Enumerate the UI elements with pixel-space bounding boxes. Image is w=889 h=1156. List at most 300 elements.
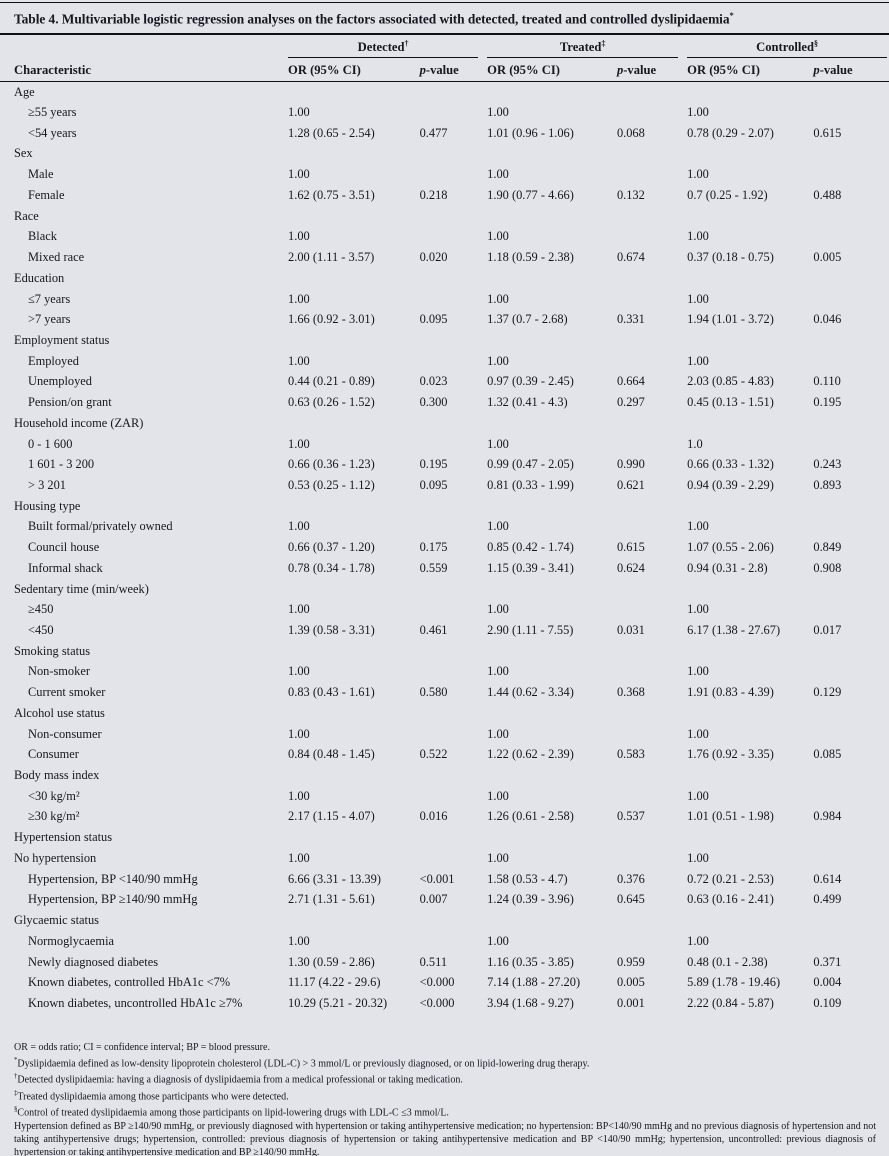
p-value bbox=[813, 496, 889, 517]
p-value bbox=[813, 662, 889, 683]
or-ci-value bbox=[487, 765, 617, 786]
p-value bbox=[813, 641, 889, 662]
footnote-line: ‡Treated dyslipidaemia among those participants who were detected. bbox=[14, 1089, 289, 1103]
or-ci-value bbox=[687, 144, 813, 165]
or-ci-value: 0.63 (0.26 - 1.52) bbox=[288, 395, 375, 410]
p-value bbox=[617, 848, 687, 869]
p-value bbox=[420, 848, 488, 869]
row-label: ≥55 years bbox=[28, 105, 77, 120]
p-value bbox=[617, 724, 687, 745]
p-value: 0.674 bbox=[616, 250, 645, 265]
table-row bbox=[0, 164, 889, 185]
or-ci-header-detected: OR (95% CI) bbox=[288, 58, 420, 81]
p-value: 0.001 bbox=[616, 995, 645, 1010]
p-value bbox=[813, 599, 889, 620]
group-header-treated bbox=[487, 35, 687, 58]
p-value: 0.195 bbox=[419, 457, 448, 472]
or-ci-value: 1.00 bbox=[487, 291, 509, 306]
group-label: Sex bbox=[14, 146, 33, 161]
or-ci-value bbox=[288, 703, 420, 724]
p-value bbox=[420, 827, 488, 848]
group-label: Body mass index bbox=[14, 768, 100, 783]
p-value bbox=[813, 703, 889, 724]
or-ci-value: 1.00 bbox=[687, 850, 709, 865]
row-label: Newly diagnosed diabetes bbox=[28, 954, 159, 969]
or-ci-value: 0.78 (0.29 - 2.07) bbox=[687, 125, 774, 140]
p-value: <0.000 bbox=[419, 975, 455, 990]
row-label: Current smoker bbox=[28, 685, 106, 700]
or-ci-value: 1.00 bbox=[288, 664, 310, 679]
or-ci-value: 5.89 (1.78 - 19.46) bbox=[687, 975, 781, 990]
row-label: Unemployed bbox=[28, 374, 93, 389]
group-row bbox=[0, 144, 889, 165]
or-ci-value: 1.00 bbox=[288, 291, 310, 306]
row-label: Male bbox=[28, 167, 54, 182]
group-row bbox=[0, 910, 889, 931]
or-ci-value: 1.00 bbox=[288, 105, 310, 120]
or-ci-value bbox=[687, 641, 813, 662]
or-ci-value bbox=[687, 910, 813, 931]
p-value bbox=[813, 413, 889, 434]
or-ci-value: 1.00 bbox=[687, 602, 709, 617]
p-value: 0.368 bbox=[616, 685, 645, 700]
p-value bbox=[813, 268, 889, 289]
or-ci-value: 1.00 bbox=[487, 664, 509, 679]
footnote-marker: ‡ bbox=[14, 1089, 18, 1097]
p-value: 0.068 bbox=[616, 125, 645, 140]
p-value: 0.110 bbox=[813, 374, 841, 389]
p-value: 0.300 bbox=[419, 395, 448, 410]
p-value: 0.893 bbox=[813, 477, 842, 492]
group-sup-controlled: § bbox=[814, 39, 818, 49]
p-value: 0.085 bbox=[813, 747, 842, 762]
or-ci-value: 0.45 (0.13 - 1.51) bbox=[687, 395, 774, 410]
or-ci-value bbox=[487, 206, 617, 227]
p-value: 0.461 bbox=[419, 623, 448, 638]
group-label: Race bbox=[14, 208, 39, 223]
table-title-footnote-marker: * bbox=[729, 10, 734, 20]
or-ci-value: 1.16 (0.35 - 3.85) bbox=[487, 954, 574, 969]
or-ci-value: 1.94 (1.01 - 3.72) bbox=[687, 312, 774, 327]
or-ci-value: 0.85 (0.42 - 1.74) bbox=[487, 540, 574, 555]
row-label: ≥450 bbox=[28, 602, 54, 617]
or-ci-value: 0.63 (0.16 - 2.41) bbox=[687, 892, 774, 907]
group-row bbox=[0, 765, 889, 786]
table-row bbox=[0, 952, 889, 973]
group-row bbox=[0, 641, 889, 662]
p-value bbox=[617, 579, 687, 600]
or-ci-value: 1.00 bbox=[487, 519, 509, 534]
or-ci-value: 1.00 bbox=[487, 167, 509, 182]
or-ci-value: 7.14 (1.88 - 27.20) bbox=[487, 975, 581, 990]
p-value: 0.621 bbox=[616, 477, 645, 492]
group-label: Sedentary time (min/week) bbox=[14, 581, 149, 596]
or-ci-value bbox=[487, 579, 617, 600]
p-value bbox=[617, 931, 687, 952]
or-ci-value: 0.7 (0.25 - 1.92) bbox=[687, 187, 768, 202]
row-label: Black bbox=[28, 229, 57, 244]
or-ci-value: 0.53 (0.25 - 1.12) bbox=[288, 477, 375, 492]
or-ci-value: 1.28 (0.65 - 2.54) bbox=[288, 125, 375, 140]
footnote-marker: † bbox=[14, 1073, 18, 1081]
group-sup-detected: † bbox=[404, 39, 409, 49]
footnotes bbox=[0, 1014, 889, 1156]
p-value bbox=[420, 599, 488, 620]
p-value bbox=[420, 579, 488, 600]
group-label-detected: Detected bbox=[357, 40, 405, 55]
table-row bbox=[0, 724, 889, 745]
row-label: Non-smoker bbox=[28, 664, 90, 679]
row-label: Normoglycaemia bbox=[28, 933, 115, 948]
or-ci-value: 0.94 (0.39 - 2.29) bbox=[687, 477, 774, 492]
p-value bbox=[617, 703, 687, 724]
table-row bbox=[0, 972, 889, 993]
p-value bbox=[420, 910, 488, 931]
table-title bbox=[0, 3, 889, 33]
table-row bbox=[0, 309, 889, 330]
or-ci-value: 1.07 (0.55 - 2.06) bbox=[687, 540, 774, 555]
footnote-marker: § bbox=[14, 1106, 18, 1114]
or-ci-value bbox=[687, 496, 813, 517]
row-label: <450 bbox=[28, 623, 54, 638]
or-ci-value bbox=[288, 765, 420, 786]
p-value: 0.005 bbox=[616, 975, 645, 990]
p-value bbox=[813, 724, 889, 745]
p-value bbox=[813, 227, 889, 248]
p-value: 0.297 bbox=[616, 395, 645, 410]
p-value: 0.031 bbox=[616, 623, 645, 638]
p-value bbox=[420, 330, 488, 351]
p-value bbox=[813, 289, 889, 310]
or-ci-value bbox=[288, 579, 420, 600]
p-value: 0.195 bbox=[813, 395, 842, 410]
p-value bbox=[617, 910, 687, 931]
row-label: No hypertension bbox=[14, 850, 97, 865]
group-row bbox=[0, 413, 889, 434]
or-ci-value: 1.76 (0.92 - 3.35) bbox=[687, 747, 774, 762]
p-value: 0.990 bbox=[616, 457, 645, 472]
or-ci-value bbox=[487, 827, 617, 848]
table-row bbox=[0, 558, 889, 579]
or-ci-value: 1.00 bbox=[687, 519, 709, 534]
p-value: 0.023 bbox=[419, 374, 448, 389]
row-label: Non-consumer bbox=[28, 726, 102, 741]
or-ci-value: 1.30 (0.59 - 2.86) bbox=[288, 954, 375, 969]
table-row bbox=[0, 392, 889, 413]
or-ci-value: 0.48 (0.1 - 2.38) bbox=[687, 954, 768, 969]
p-value: 0.004 bbox=[813, 975, 842, 990]
row-label: 1 601 - 3 200 bbox=[28, 457, 95, 472]
p-value bbox=[420, 227, 488, 248]
row-label: 0 - 1 600 bbox=[28, 436, 73, 451]
or-ci-value: 0.97 (0.39 - 2.45) bbox=[487, 374, 574, 389]
or-ci-value: 1.00 bbox=[687, 105, 709, 120]
row-label: <30 kg/m² bbox=[28, 788, 80, 803]
or-ci-value: 0.37 (0.18 - 0.75) bbox=[687, 250, 774, 265]
or-ci-value: 1.00 bbox=[487, 229, 509, 244]
p-value bbox=[617, 102, 687, 123]
or-ci-value: 1.39 (0.58 - 3.31) bbox=[288, 623, 375, 638]
table-row bbox=[0, 890, 889, 911]
or-ci-value: 1.00 bbox=[288, 519, 310, 534]
or-ci-value: 6.66 (3.31 - 13.39) bbox=[288, 871, 381, 886]
p-value bbox=[420, 206, 488, 227]
p-value bbox=[617, 413, 687, 434]
group-label: Glycaemic status bbox=[14, 913, 99, 928]
or-ci-value bbox=[687, 81, 813, 102]
row-label: ≥30 kg/m² bbox=[28, 809, 80, 824]
table-row bbox=[0, 599, 889, 620]
or-ci-value bbox=[687, 413, 813, 434]
or-ci-value bbox=[487, 496, 617, 517]
or-ci-value: 1.26 (0.61 - 2.58) bbox=[487, 809, 574, 824]
p-value bbox=[617, 641, 687, 662]
or-ci-value: 1.18 (0.59 - 2.38) bbox=[487, 250, 574, 265]
or-ci-value bbox=[288, 413, 420, 434]
or-ci-value: 0.72 (0.21 - 2.53) bbox=[687, 871, 774, 886]
p-value: 0.020 bbox=[419, 250, 448, 265]
or-ci-value: 1.00 bbox=[687, 788, 709, 803]
or-ci-value bbox=[487, 641, 617, 662]
or-ci-value bbox=[288, 827, 420, 848]
p-value bbox=[420, 413, 488, 434]
p-value: 0.132 bbox=[616, 187, 645, 202]
or-ci-value: 2.71 (1.31 - 5.61) bbox=[288, 892, 375, 907]
or-ci-value: 1.62 (0.75 - 3.51) bbox=[288, 187, 375, 202]
table-row bbox=[0, 931, 889, 952]
p-value bbox=[813, 144, 889, 165]
row-label: > 3 201 bbox=[28, 477, 66, 492]
or-ci-value: 0.94 (0.31 - 2.8) bbox=[687, 560, 768, 575]
or-ci-value: 1.00 bbox=[288, 229, 310, 244]
table-row bbox=[0, 372, 889, 393]
group-label: Alcohol use status bbox=[14, 705, 105, 720]
column-group-header-row bbox=[0, 35, 889, 58]
p-value: 0.331 bbox=[616, 312, 645, 327]
p-value bbox=[617, 786, 687, 807]
or-ci-value: 2.90 (1.11 - 7.55) bbox=[487, 623, 574, 638]
p-value: 0.129 bbox=[813, 685, 842, 700]
or-ci-value bbox=[487, 81, 617, 102]
table-row bbox=[0, 289, 889, 310]
p-value bbox=[420, 351, 488, 372]
p-value: 0.218 bbox=[419, 187, 448, 202]
p-value bbox=[617, 662, 687, 683]
or-ci-value: 1.00 bbox=[687, 167, 709, 182]
or-ci-value: 0.44 (0.21 - 0.89) bbox=[288, 374, 375, 389]
group-header-spacer bbox=[0, 35, 288, 58]
or-ci-value: 1.00 bbox=[487, 933, 509, 948]
or-ci-value: 1.00 bbox=[487, 726, 509, 741]
group-label-treated: Treated bbox=[559, 40, 602, 55]
or-ci-value: 2.00 (1.11 - 3.57) bbox=[288, 250, 375, 265]
p-value: 0.488 bbox=[813, 187, 842, 202]
or-ci-value bbox=[288, 206, 420, 227]
group-label: Education bbox=[14, 270, 65, 285]
table-row bbox=[0, 454, 889, 475]
group-label: Housing type bbox=[14, 498, 81, 513]
or-ci-value: 1.00 bbox=[687, 229, 709, 244]
or-ci-value: 1.32 (0.41 - 4.3) bbox=[487, 395, 568, 410]
row-label: Informal shack bbox=[28, 560, 103, 575]
p-value-header-treated: p-value bbox=[617, 58, 687, 81]
p-value bbox=[420, 81, 488, 102]
group-row bbox=[0, 206, 889, 227]
table-row bbox=[0, 869, 889, 890]
or-ci-value bbox=[288, 144, 420, 165]
p-value bbox=[420, 268, 488, 289]
p-value bbox=[813, 81, 889, 102]
characteristic-header: Characteristic bbox=[0, 58, 288, 81]
or-ci-value: 1.91 (0.83 - 4.39) bbox=[687, 685, 774, 700]
p-value: 0.908 bbox=[813, 560, 842, 575]
p-value: 0.624 bbox=[616, 560, 645, 575]
or-ci-value bbox=[687, 579, 813, 600]
row-label: ≤7 years bbox=[28, 291, 71, 306]
footnote-line: Hypertension defined as BP ≥140/90 mmHg, or previously diagnosed with hypertension or taking antihypertensive medication; no hypertension: BP<140/90 mmHg and no previous diagnosis of hypertension and not taking antihypertensive drugs; hypertension, controlled: previous diagnosis of hypertension or taking antihypertensive medication and BP <140/90 mmHg; hypertension, uncontrolled: previous diagnosis of hypertension or taking antihypertensive medication and BP ≥140/90 mmHg. bbox=[14, 1120, 876, 1156]
p-value bbox=[813, 434, 889, 455]
p-value: 0.046 bbox=[813, 312, 842, 327]
or-ci-value: 1.00 bbox=[487, 850, 509, 865]
row-label: Female bbox=[28, 187, 65, 202]
p-value bbox=[420, 289, 488, 310]
p-value bbox=[617, 517, 687, 538]
p-value bbox=[617, 496, 687, 517]
or-ci-value bbox=[288, 910, 420, 931]
or-ci-value: 1.00 bbox=[288, 726, 310, 741]
p-value bbox=[813, 517, 889, 538]
or-ci-header-controlled: OR (95% CI) bbox=[687, 58, 813, 81]
or-ci-value: 6.17 (1.38 - 27.67) bbox=[687, 623, 781, 638]
group-label-controlled: Controlled bbox=[756, 40, 814, 55]
footnote-line: §Control of treated dyslipidaemia among those participants on lipid-lowering drugs with LDL-C ≤3 mmol/L. bbox=[14, 1106, 449, 1119]
p-value bbox=[813, 827, 889, 848]
table-row bbox=[0, 475, 889, 496]
table-row bbox=[0, 807, 889, 828]
p-value bbox=[420, 641, 488, 662]
or-ci-value: 1.00 bbox=[288, 602, 310, 617]
p-value bbox=[420, 517, 488, 538]
or-ci-value: 2.03 (0.85 - 4.83) bbox=[687, 374, 774, 389]
or-ci-value bbox=[487, 268, 617, 289]
p-value bbox=[617, 206, 687, 227]
or-ci-value bbox=[687, 765, 813, 786]
p-value: 0.109 bbox=[813, 995, 842, 1010]
p-value: 0.376 bbox=[616, 871, 645, 886]
p-value bbox=[813, 102, 889, 123]
p-value bbox=[420, 765, 488, 786]
or-ci-value: 0.83 (0.43 - 1.61) bbox=[288, 685, 375, 700]
table-row bbox=[0, 123, 889, 144]
p-value-header-detected: p-value bbox=[420, 58, 488, 81]
or-ci-value: 2.17 (1.15 - 4.07) bbox=[288, 809, 375, 824]
or-ci-value bbox=[687, 330, 813, 351]
table-row bbox=[0, 620, 889, 641]
table-row bbox=[0, 247, 889, 268]
or-ci-value: 1.00 bbox=[687, 353, 709, 368]
row-label: Built formal/privately owned bbox=[28, 519, 173, 534]
p-value: 0.017 bbox=[813, 623, 842, 638]
p-value: 0.095 bbox=[419, 477, 448, 492]
p-value: 0.849 bbox=[813, 540, 842, 555]
p-value bbox=[813, 910, 889, 931]
row-label: Consumer bbox=[28, 747, 79, 762]
p-value: 0.959 bbox=[616, 954, 645, 969]
or-ci-value: 0.81 (0.33 - 1.99) bbox=[487, 477, 574, 492]
or-ci-value: 2.22 (0.84 - 5.87) bbox=[687, 995, 774, 1010]
or-ci-value: 1.00 bbox=[288, 167, 310, 182]
or-ci-value bbox=[487, 910, 617, 931]
p-value: 0.007 bbox=[419, 892, 448, 907]
or-ci-value bbox=[487, 330, 617, 351]
p-value bbox=[617, 227, 687, 248]
footnote-line: *Dyslipidaemia defined as low-density lipoprotein cholesterol (LDL-C) > 3 mmol/L or previously diagnosed, or on lipid-lowering drug therapy. bbox=[14, 1056, 590, 1070]
group-row bbox=[0, 330, 889, 351]
row-label: Employed bbox=[28, 353, 79, 368]
or-ci-value: 1.00 bbox=[687, 726, 709, 741]
or-ci-value bbox=[288, 496, 420, 517]
p-value-header-controlled: p-value bbox=[813, 58, 889, 81]
or-ci-value: 0.66 (0.37 - 1.20) bbox=[288, 540, 375, 555]
group-label: Smoking status bbox=[14, 643, 91, 658]
p-value: 0.511 bbox=[419, 954, 448, 969]
p-value bbox=[420, 786, 488, 807]
or-ci-value: 0.78 (0.34 - 1.78) bbox=[288, 560, 375, 575]
group-row bbox=[0, 268, 889, 289]
p-value bbox=[813, 351, 889, 372]
p-value bbox=[420, 164, 488, 185]
or-ci-value bbox=[487, 703, 617, 724]
group-label: Age bbox=[14, 84, 35, 99]
p-value bbox=[813, 579, 889, 600]
table-row bbox=[0, 993, 889, 1014]
p-value: 0.537 bbox=[616, 809, 645, 824]
p-value bbox=[617, 164, 687, 185]
table-row bbox=[0, 102, 889, 123]
p-value bbox=[617, 81, 687, 102]
or-ci-value: 1.00 bbox=[288, 850, 310, 865]
or-ci-value: 1.00 bbox=[288, 353, 310, 368]
p-value bbox=[617, 599, 687, 620]
or-ci-value bbox=[487, 413, 617, 434]
p-value: 0.371 bbox=[813, 954, 842, 969]
p-value bbox=[813, 848, 889, 869]
or-ci-value: 1.00 bbox=[487, 788, 509, 803]
or-ci-value: 0.66 (0.36 - 1.23) bbox=[288, 457, 375, 472]
or-ci-value: 1.00 bbox=[687, 933, 709, 948]
or-ci-value bbox=[288, 81, 420, 102]
table-body bbox=[0, 81, 889, 1013]
p-value bbox=[813, 206, 889, 227]
row-label: Hypertension, BP <140/90 mmHg bbox=[28, 871, 198, 886]
or-ci-value: 1.00 bbox=[487, 105, 509, 120]
p-value: <0.001 bbox=[419, 871, 455, 886]
p-value bbox=[420, 662, 488, 683]
table-row bbox=[0, 227, 889, 248]
p-value: 0.664 bbox=[616, 374, 645, 389]
or-ci-value bbox=[288, 268, 420, 289]
group-row bbox=[0, 827, 889, 848]
p-value bbox=[813, 765, 889, 786]
group-row bbox=[0, 81, 889, 102]
or-ci-value: 1.00 bbox=[687, 664, 709, 679]
p-value: 0.580 bbox=[419, 685, 448, 700]
p-value: 0.175 bbox=[419, 540, 448, 555]
or-ci-value: 1.58 (0.53 - 4.7) bbox=[487, 871, 568, 886]
or-ci-value: 1.00 bbox=[288, 788, 310, 803]
or-ci-value: 1.90 (0.77 - 4.66) bbox=[487, 187, 574, 202]
group-label: Hypertension status bbox=[14, 830, 113, 845]
